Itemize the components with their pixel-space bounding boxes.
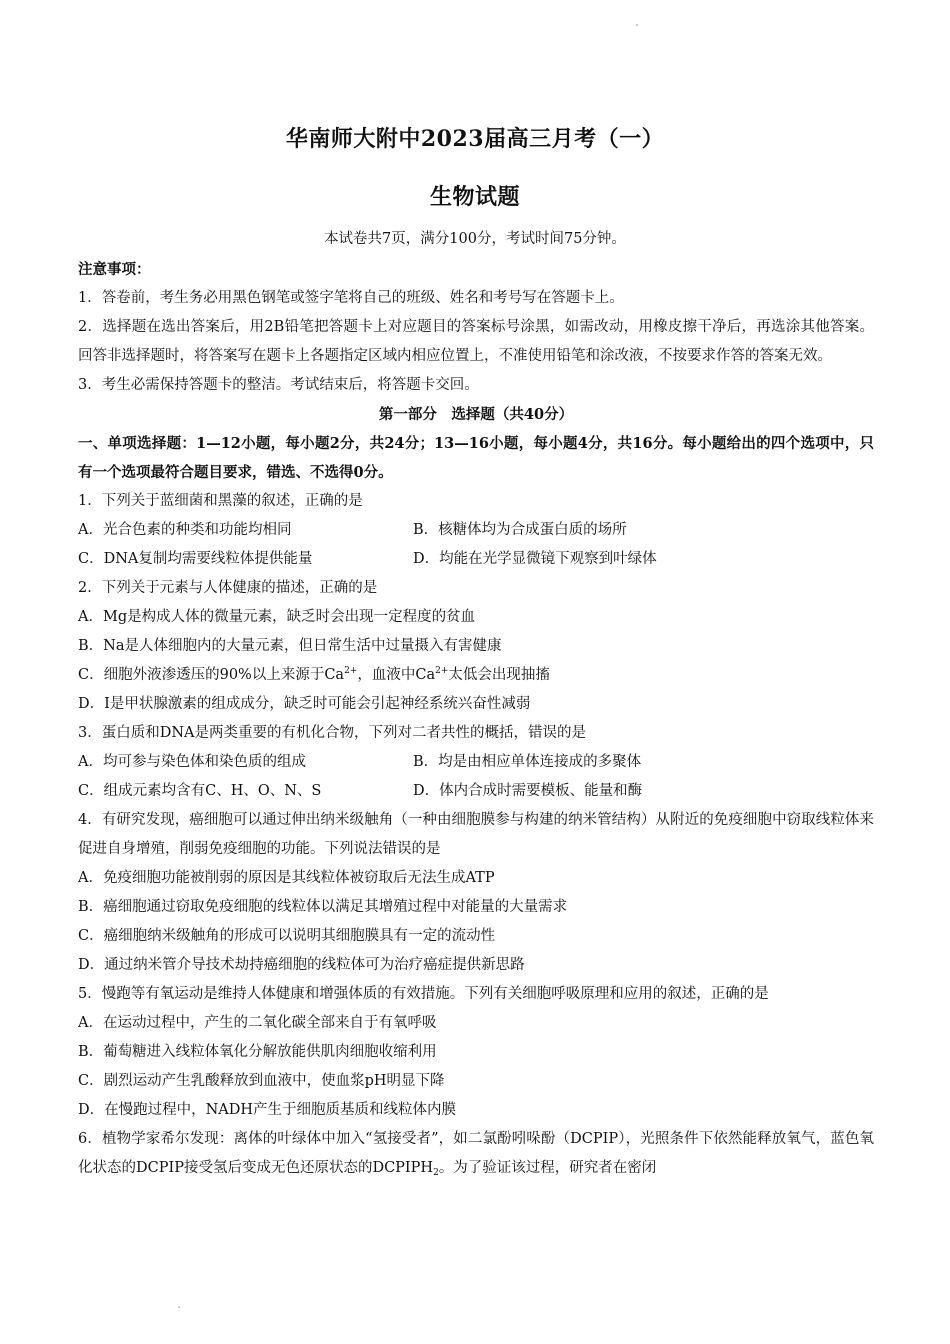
option-c: C．癌细胞纳米级触角的形成可以说明其细胞膜具有一定的流动性: [78, 928, 496, 944]
option-a: A．光合色素的种类和功能均相同: [78, 522, 292, 538]
notes-heading: 注意事项：: [78, 261, 151, 278]
option-c: C．DNA复制均需要线粒体提供能量: [78, 551, 313, 567]
option-b: B．癌细胞通过窃取免疫细胞的线粒体以满足其增殖过程中对能量的大量需求: [78, 899, 568, 915]
scan-speck: [636, 24, 638, 26]
notes-item-3: 3．考生必需保持答题卡的整洁。考试结束后，将答题卡交回。: [78, 377, 479, 393]
option-b: B．葡萄糖进入线粒体氧化分解放能供肌肉细胞收缩利用: [78, 1044, 437, 1060]
option-row: [78, 516, 874, 545]
question-stem: 1．下列关于蓝细菌和黑藻的叙述，正确的是: [78, 493, 363, 509]
option-row: [78, 748, 874, 777]
question-stem: 3．蛋白质和DNA是两类重要的有机化合物，下列对二者共性的概括，错误的是: [78, 725, 587, 741]
option-a: A．均可参与染色体和染色质的组成: [78, 754, 306, 770]
option-b: B．均是由相应单体连接成的多聚体: [413, 754, 642, 770]
option-c: C．剧烈运动产生乳酸释放到血液中，使血浆pH明显下降: [78, 1073, 445, 1089]
question-6: [78, 1125, 874, 1183]
exam-info: 本试卷共7页，满分100分，考试时间75分钟。: [324, 231, 626, 247]
question-2: [78, 574, 874, 719]
question-4: [78, 806, 874, 980]
exam-title: 华南师大附中2023届高三月考（一）: [285, 126, 665, 152]
option-c: C．细胞外液渗透压的90%以上来源于$Ca^{2+}$，血液中$Ca^{2+}$太低会出现抽搐: [78, 666, 550, 683]
part1-heading: 第一部分 选择题（共40分）: [378, 406, 574, 423]
question-stem: 4．有研究发现，癌细胞可以通过伸出纳米级触角（一种由细胞膜参与构建的纳米管结构）从附近的免疫细胞中窃取线粒体来促进自身增殖，削弱免疫细胞的功能。下列说法错误的是: [78, 812, 874, 857]
option-d: D．在慢跑过程中，NADH产生于细胞质基质和线粒体内膜: [78, 1102, 457, 1118]
subject-title: 生物试题: [429, 184, 520, 210]
option-a: A．免疫细胞功能被削弱的原因是其线粒体被窃取后无法生成ATP: [78, 870, 495, 886]
option-d: D．均能在光学显微镜下观察到叶绿体: [413, 551, 657, 567]
exam-body: [78, 255, 874, 1183]
question-stem: 5．慢跑等有氧运动是维持人体健康和增强体质的有效措施。下列有关细胞呼吸原理和应用的叙述，正确的是: [78, 986, 769, 1002]
option-b: B．核糖体均为合成蛋白质的场所: [413, 522, 627, 538]
option-d: D．体内合成时需要模板、能量和酶: [413, 783, 643, 799]
part1-instructions: 一、单项选择题：1—12小题，每小题2分，共24分；13—16小题，每小题4分，共16分。每小题给出的四个选项中，只有一个选项最符合题目要求，错选、不选得0分。: [78, 435, 874, 481]
question-stem: 2．下列关于元素与人体健康的描述，正确的是: [78, 580, 378, 596]
option-d: D．通过纳米管介导技术劫持癌细胞的线粒体可为治疗癌症提供新思路: [78, 957, 525, 973]
question-5: [78, 980, 874, 1125]
option-row: [78, 545, 874, 574]
option-b: B．Na是人体细胞内的大量元素，但日常生活中过量摄入有害健康: [78, 638, 502, 654]
option-a: A．Mg是构成人体的微量元素，缺乏时会出现一定程度的贫血: [78, 609, 476, 625]
option-row: [78, 777, 874, 806]
option-d: D．I是甲状腺激素的组成成分，缺乏时可能会引起神经系统兴奋性减弱: [78, 696, 531, 712]
option-c: C．组成元素均含有C、H、O、N、S: [78, 783, 322, 799]
notes-item-1: 1．答卷前，考生务必用黑色钢笔或签字笔将自己的班级、姓名和考号写在答题卡上。: [78, 290, 624, 306]
option-a: A．在运动过程中，产生的二氧化碳全部来自于有氧呼吸: [78, 1015, 437, 1031]
question-1: [78, 487, 874, 574]
notes-item-2: 2．选择题在选出答案后，用2B铅笔把答题卡上对应题目的答案标号涂黑，如需改动，用橡皮擦干净后，再选涂其他答案。回答非选择题时，将答案写在题卡上各题指定区域内相应位置上，不准使用铅笔和涂改液，不按要求作答的答案无效。: [78, 319, 874, 364]
scan-speck: [178, 1306, 180, 1308]
question-stem: 6．植物学家希尔发现：离体的叶绿体中加入“氢接受者”，如二氯酚吲哚酚（DCPIP），光照条件下依然能释放氧气，蓝色氧化状态的DCPIP接受氢后变成无色还原状态的$DCPIPH_2$。为了验证该过程，研究者在密闭: [78, 1131, 874, 1178]
question-3: [78, 719, 874, 806]
